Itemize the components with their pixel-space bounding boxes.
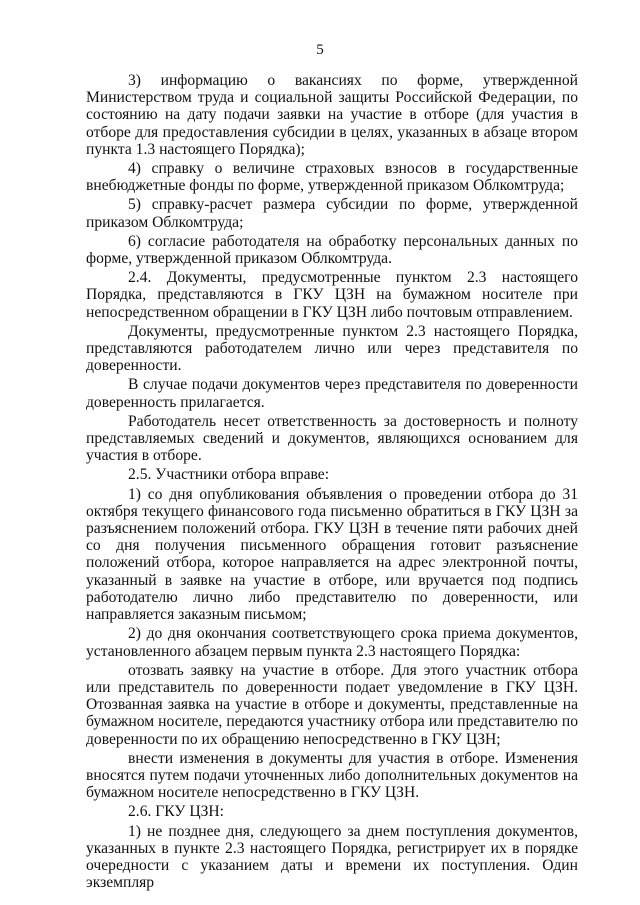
paragraph-2-5-item-2: 2) до дня окончания соответствующего срока приема документов, установленного абзацем первым пункта 2.3 настоящего Порядка: bbox=[86, 625, 578, 660]
paragraph-amend-documents: внести изменения в документы для участия в отборе. Изменения вносятся путем подачи уточненных либо дополнительных документов на бумажном носителе непосредственно в ГКУ ЦЗН. bbox=[86, 749, 578, 802]
paragraph-item-4: 4) справку о величине страховых взносов в государственные внебюджетные фонды по форме, утвержденной приказом Облкомтруда; bbox=[86, 160, 578, 195]
paragraph-documents-representative: Документы, предусмотренные пунктом 2.3 настоящего Порядка, представляются работодателем лично или через представителя по доверенности. bbox=[86, 322, 578, 375]
paragraph-power-of-attorney: В случае подачи документов через представителя по доверенности доверенность прилагается. bbox=[86, 376, 578, 411]
paragraph-employer-responsibility: Работодатель несет ответственность за достоверность и полноту представляемых сведений и документов, являющихся основанием для участия в отборе. bbox=[86, 412, 578, 465]
paragraph-2-5-item-1: 1) со дня опубликования объявления о проведении отбора до 31 октября текущего финансового года письменно обратиться в ГКУ ЦЗН за разъяснением положений отбора. ГКУ ЦЗН в течение пяти рабочих дней со дня получения письменного обращения готовит разъяснение положений отбора, которое направляется на адрес электронной почты, указанный в заявке на участие в отборе, или вручается под подпись работодателю лично либо представителю по доверенности, или направляется заказным письмом; bbox=[86, 485, 578, 624]
page-number: 5 bbox=[316, 42, 324, 58]
paragraph-withdraw-application: отозвать заявку на участие в отборе. Для этого участник отбора или представитель по доверенности подает уведомление в ГКУ ЦЗН. Отозванная заявка на участие в отборе и документы, представленные на бумажном носителе, передаются участнику отбора или представителю по доверенности по их обращению непосредственно в ГКУ ЦЗН; bbox=[86, 661, 578, 748]
paragraph-item-5: 5) справку-расчет размера субсидии по форме, утвержденной приказом Облкомтруда; bbox=[86, 196, 578, 231]
document-body bbox=[86, 72, 578, 893]
paragraph-2-4: 2.4. Документы, предусмотренные пунктом 2.3 настоящего Порядка, представляются в ГКУ ЦЗН на бумажном носителе при непосредственном обращении в ГКУ ЦЗН либо почтовым отправлением. bbox=[86, 269, 578, 321]
paragraph-item-3: 3) информацию о вакансиях по форме, утвержденной Министерством труда и социальной защиты Российской Федерации, по состоянию на дату подачи заявки на участие в отборе (для участия в отборе для предоставления субсидии в целях, указанных в абзаце втором пункта 1.3 настоящего Порядка); bbox=[86, 72, 578, 158]
paragraph-item-6: 6) согласие работодателя на обработку персональных данных по форме, утвержденной приказом Облкомтруда. bbox=[86, 232, 578, 268]
paragraph-2-6-heading: 2.6. ГКУ ЦЗН: bbox=[128, 803, 224, 821]
paragraph-2-5-heading: 2.5. Участники отбора вправе: bbox=[128, 466, 330, 484]
paragraph-2-6-item-1: 1) не позднее дня, следующего за днем поступления документов, указанных в пункте 2.3 настоящего Порядка, регистрирует их в порядке очередности с указанием даты и времени их поступления. Один экземпляр bbox=[86, 822, 578, 892]
